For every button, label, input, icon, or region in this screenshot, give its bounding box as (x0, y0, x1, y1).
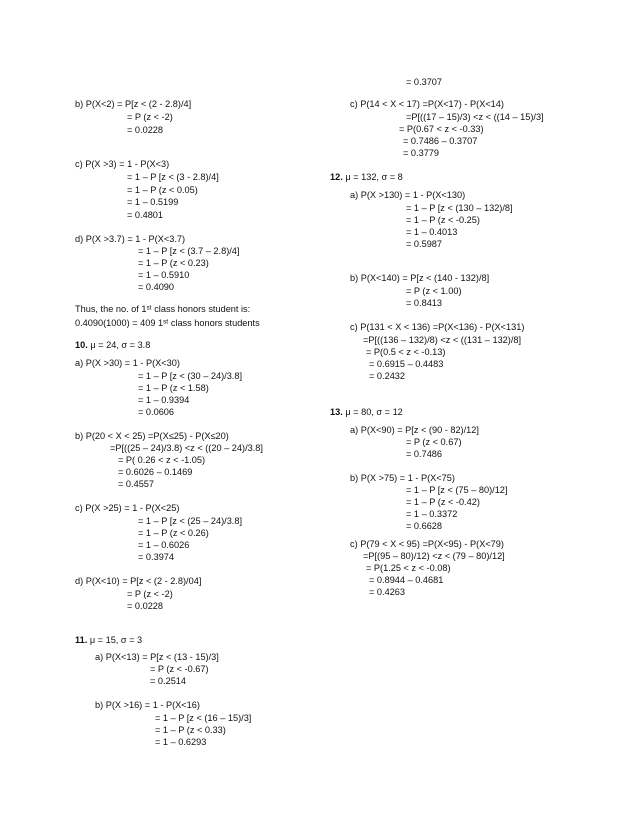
text-line: =P[((136 – 132)/8) <z < ((131 – 132)/8] (363, 335, 522, 345)
text-line: = 0.2432 (369, 371, 406, 381)
text-line: a) P(X<13) = P[z < (13 - 15)/3] (95, 652, 219, 662)
text-line: = 0.7486 – 0.3707 (403, 136, 478, 146)
text-line: = 1 – P (z < -0.42) (406, 497, 480, 507)
text-line: = 0.8944 – 0.4681 (369, 575, 444, 585)
text-line: = 1 – P [z < (30 – 24)/3.8] (138, 371, 243, 381)
text-line: = 1 – 0.6293 (155, 737, 207, 747)
text-line: = 0.4263 (369, 587, 406, 597)
text-line: a) P(X<90) = P[z < (90 - 82)/12] (350, 425, 479, 435)
text-line: = P( 0.26 < z < -1.05) (118, 455, 206, 465)
text-line: = 0.7486 (406, 449, 443, 459)
text-line: 0.4090(1000) = 409 1ˢᵗ class honors students (75, 318, 260, 328)
problem-parameters: μ = 24, σ = 3.8 (87, 340, 151, 350)
text-line: = 1 – P (z < 1.58) (138, 383, 209, 393)
text-line: = 1 – 0.6026 (138, 540, 190, 550)
text-line: = 1 – P (z < 0.33) (155, 725, 226, 735)
text-line: = 1 – 0.4013 (406, 227, 458, 237)
text-line: = 1 – 0.5910 (138, 270, 190, 280)
text-line: c) P(X >25) = 1 - P(X<25) (75, 503, 180, 513)
text-line: b) P(20 < X < 25) =P(X≤25) - P(X≤20) (75, 431, 229, 441)
problem-number: 13. (330, 407, 343, 417)
text-line: = 1 – P (z < 0.05) (127, 185, 198, 195)
text-line: b) P(X >16) = 1 - P(X<16) (95, 700, 200, 710)
text-line: b) P(X >75) = 1 - P(X<75) (350, 473, 455, 483)
text-line: = 1 – P [z < (3.7 – 2.8)/4] (138, 246, 240, 256)
text-line (75, 635, 142, 646)
text-line: Thus, the no. of 1ˢᵗ class honors student is: (75, 304, 251, 314)
text-line: = 0.5987 (406, 239, 443, 249)
text-line: = 0.8413 (406, 298, 443, 308)
text-line: = 1 – P [z < (75 – 80)/12] (406, 485, 508, 495)
text-line: c) P(131 < X < 136) =P(X<136) - P(X<131) (350, 322, 525, 332)
text-line: = P(0.67 < z < -0.33) (399, 124, 484, 134)
text-line: = 0.4801 (127, 210, 164, 220)
problem-parameters: μ = 15, σ = 3 (87, 635, 143, 645)
text-line: = 0.0228 (127, 125, 164, 135)
text-line (330, 172, 403, 183)
text-line: c) P(79 < X < 95) =P(X<95) - P(X<79) (350, 539, 504, 549)
problem-parameters: μ = 80, σ = 12 (342, 407, 403, 417)
text-line: = 0.3779 (403, 148, 440, 158)
text-line: =P[((17 – 15)/3) <z < ((14 – 15)/3] (406, 112, 544, 122)
problem-number: 11. (75, 635, 88, 645)
text-line: = P(1.25 < z < -0.08) (366, 563, 451, 573)
text-line: = P(0.5 < z < -0.13) (366, 347, 446, 357)
text-line: = P (z < 0.67) (406, 437, 462, 447)
text-line: = 0.0228 (127, 601, 164, 611)
text-line: c) P(14 < X < 17) =P(X<17) - P(X<14) (350, 99, 504, 109)
text-line: = P (z < -2) (127, 589, 173, 599)
text-line: d) P(X<10) = P[z < (2 - 2.8)/04] (75, 576, 202, 586)
text-line: = 0.6026 – 0.1469 (118, 467, 193, 477)
problem-parameters: μ = 132, σ = 8 (342, 172, 403, 182)
text-line: = P (z < 1.00) (406, 286, 462, 296)
text-line: = 0.6915 – 0.4483 (369, 359, 444, 369)
text-line: = 1 – 0.5199 (127, 197, 179, 207)
text-line: =P[(95 – 80)/12) <z < (79 – 80)/12] (363, 551, 505, 561)
problem-number: 10. (75, 340, 88, 350)
text-line: = 0.6628 (406, 521, 443, 531)
text-line: = 0.4090 (138, 282, 175, 292)
text-line: =P[((25 – 24)/3.8) <z < ((20 – 24)/3.8] (110, 443, 263, 453)
text-line: = 1 – P [z < (130 – 132)/8] (406, 203, 513, 213)
text-line: = P (z < -0.67) (150, 664, 209, 674)
text-line: = 0.0606 (138, 407, 175, 417)
text-line: = 0.3974 (138, 552, 175, 562)
text-line (75, 340, 150, 351)
text-line: = 0.3707 (406, 77, 443, 87)
text-line: b) P(X<140) = P[z < (140 - 132)/8] (350, 273, 490, 283)
text-line: = 1 – P (z < 0.23) (138, 258, 209, 268)
text-line: = 1 – P [z < (25 – 24)/3.8] (138, 516, 243, 526)
text-line: = 0.4557 (118, 479, 155, 489)
text-line: a) P(X >130) = 1 - P(X<130) (350, 190, 466, 200)
problem-number: 12. (330, 172, 343, 182)
text-line: = 1 – P (z < -0.25) (406, 215, 480, 225)
text-line: a) P(X >30) = 1 - P(X<30) (75, 358, 180, 368)
text-line: c) P(X >3) = 1 - P(X<3) (75, 159, 170, 169)
text-line: = 1 – P [z < (3 - 2.8)/4] (127, 172, 219, 182)
text-line: = P (z < -2) (127, 112, 173, 122)
text-line: = 1 – 0.3372 (406, 509, 458, 519)
text-line: d) P(X >3.7) = 1 - P(X<3.7) (75, 234, 186, 244)
text-line: = 1 – P (z < 0.26) (138, 528, 209, 538)
text-line: = 1 – 0.9394 (138, 395, 190, 405)
text-line: = 1 – P [z < (16 – 15)/3] (155, 713, 252, 723)
text-line: b) P(X<2) = P[z < (2 - 2.8)/4] (75, 99, 192, 109)
text-line: = 0.2514 (150, 676, 187, 686)
text-line (330, 407, 403, 418)
